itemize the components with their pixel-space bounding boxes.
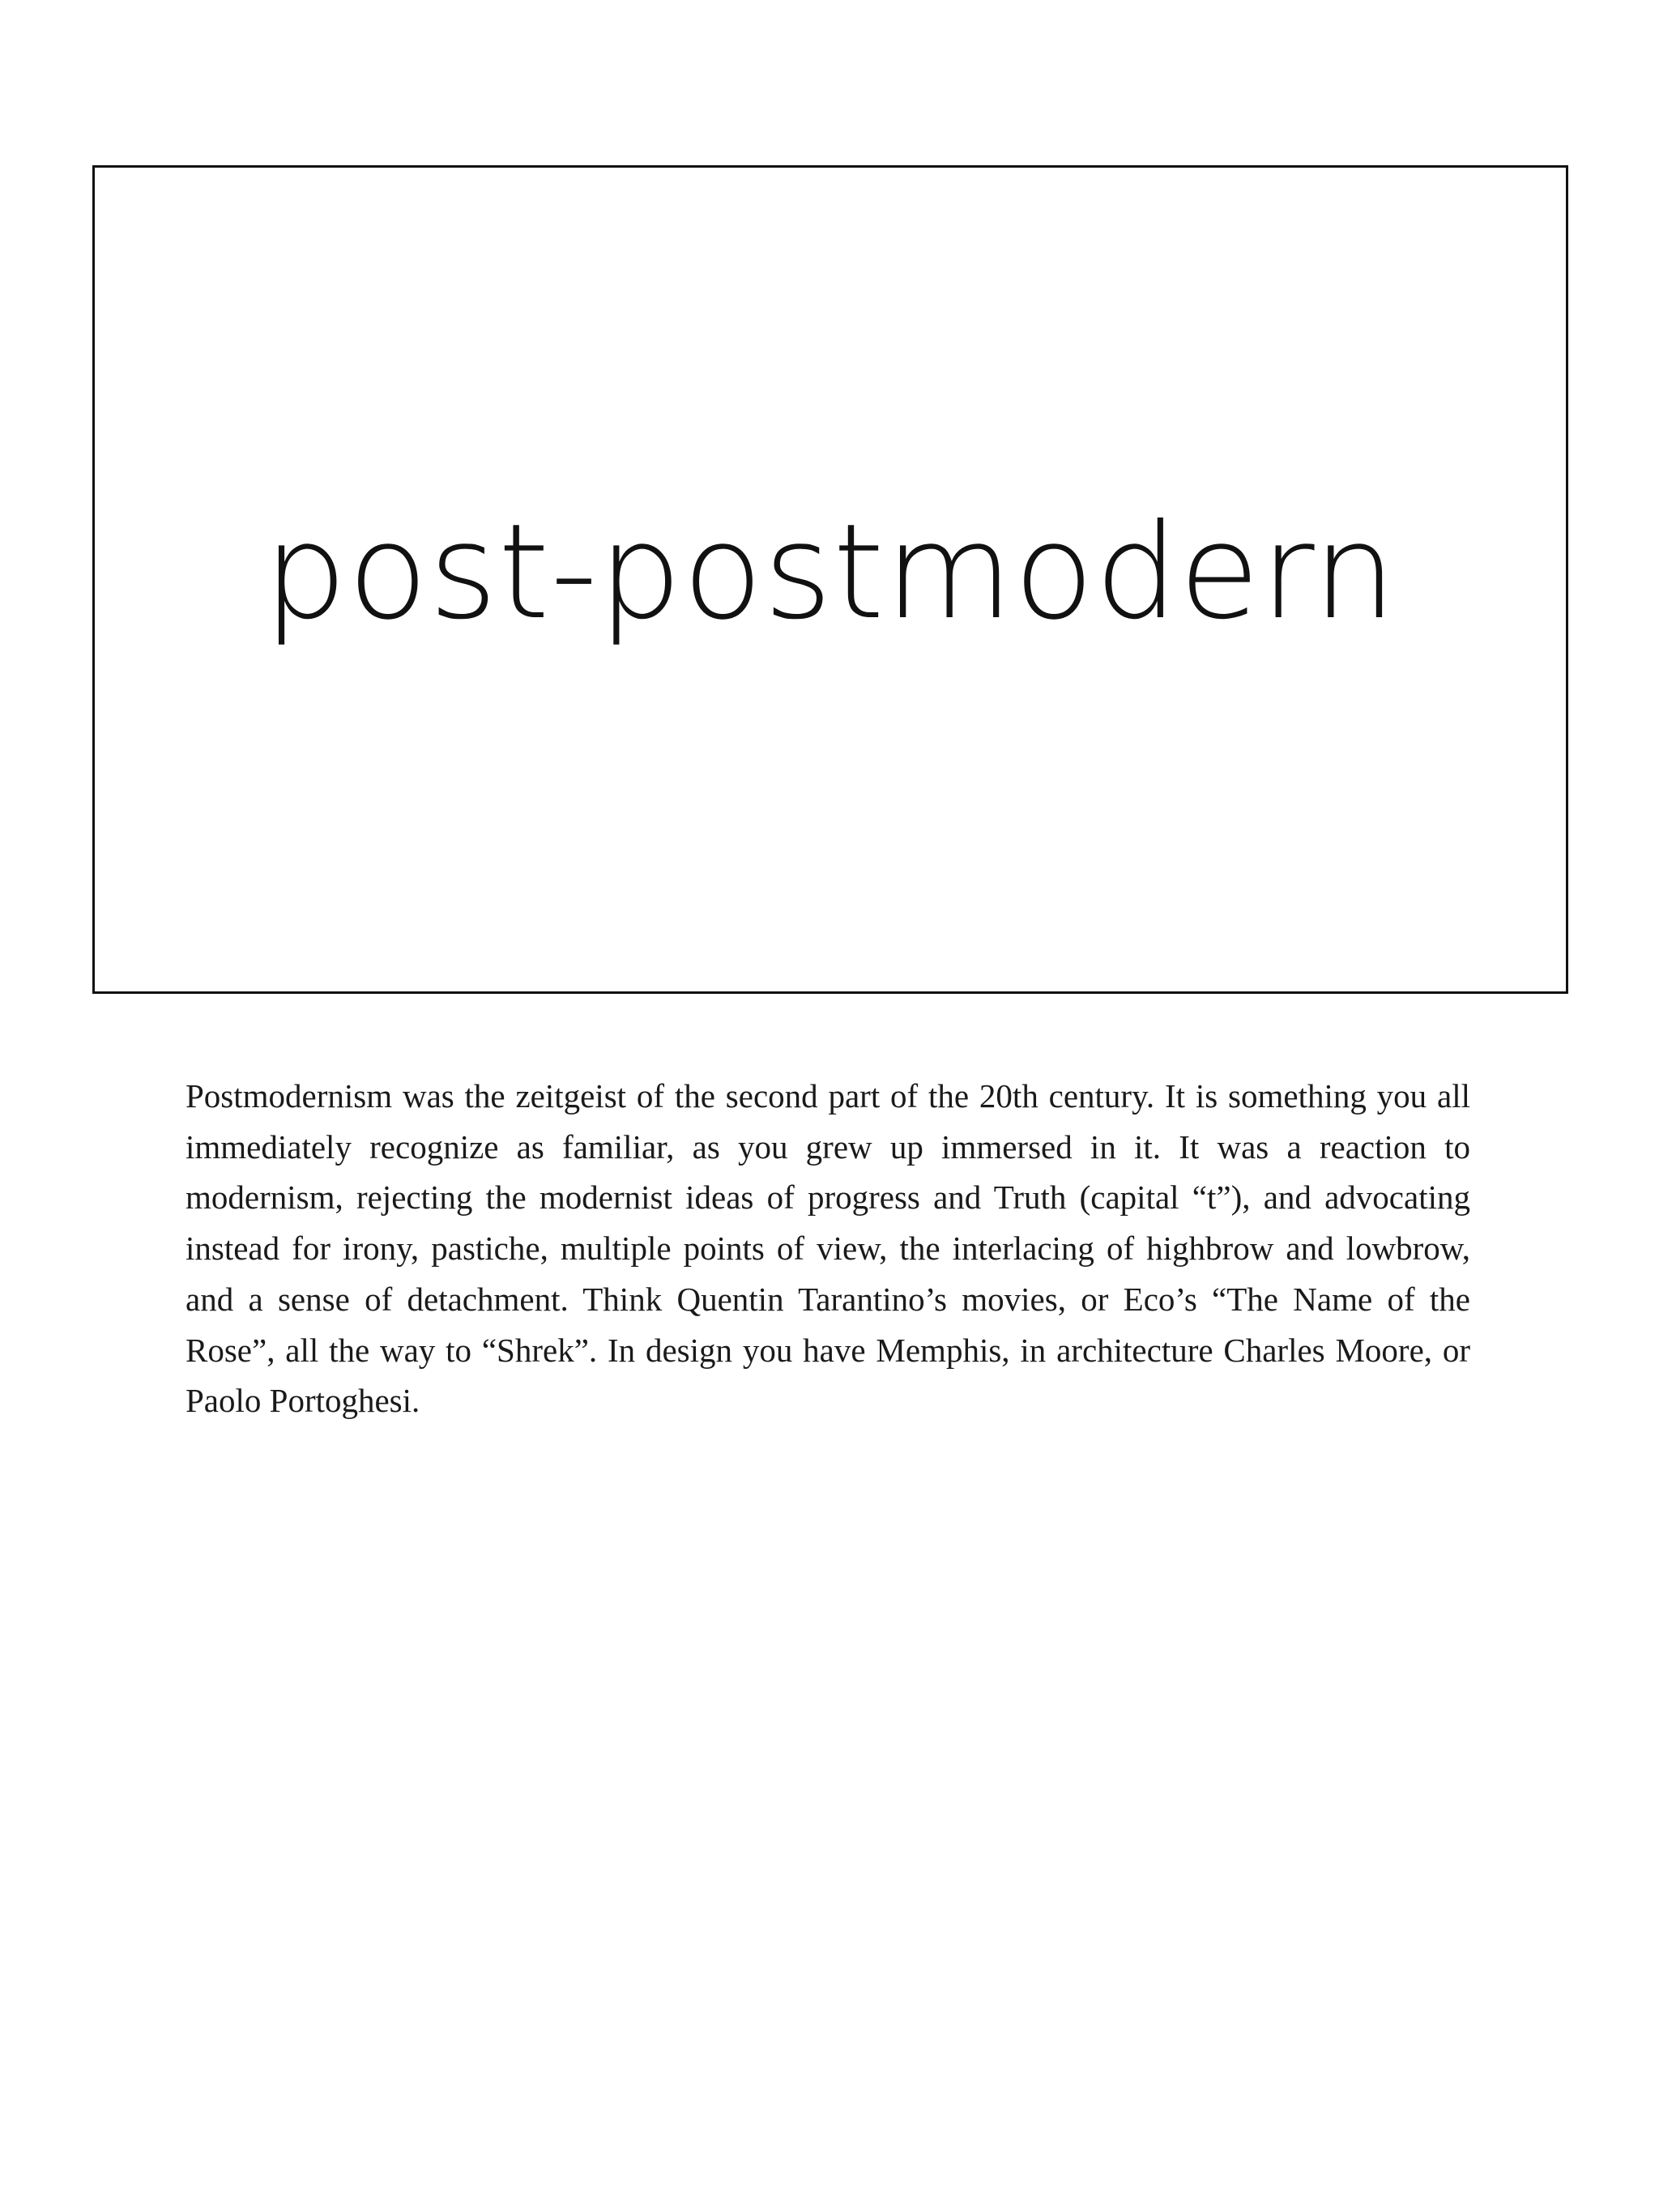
slide-frame bbox=[92, 165, 1568, 994]
slide-title: post-postmodern bbox=[263, 496, 1397, 649]
presenter-notes: Postmodernism was the zeitgeist of the second part of the 20th century. It is something you all immediately recognize as familiar, as you grew up immersed in it. It was a reaction to modernism, rejecting the modernist ideas of progress and Truth (capital “t”), and advocating instead for irony, pastiche, multiple points of view, the interlacing of highbrow and lowbrow, and a sense of detachment. Think Quentin Tarantino’s movies, or Eco’s “The Name of the Rose”, all the way to “Shrek”. In design you have Memphis, in architecture Charles Moore, or Paolo Portoghesi. bbox=[186, 1077, 1470, 1420]
